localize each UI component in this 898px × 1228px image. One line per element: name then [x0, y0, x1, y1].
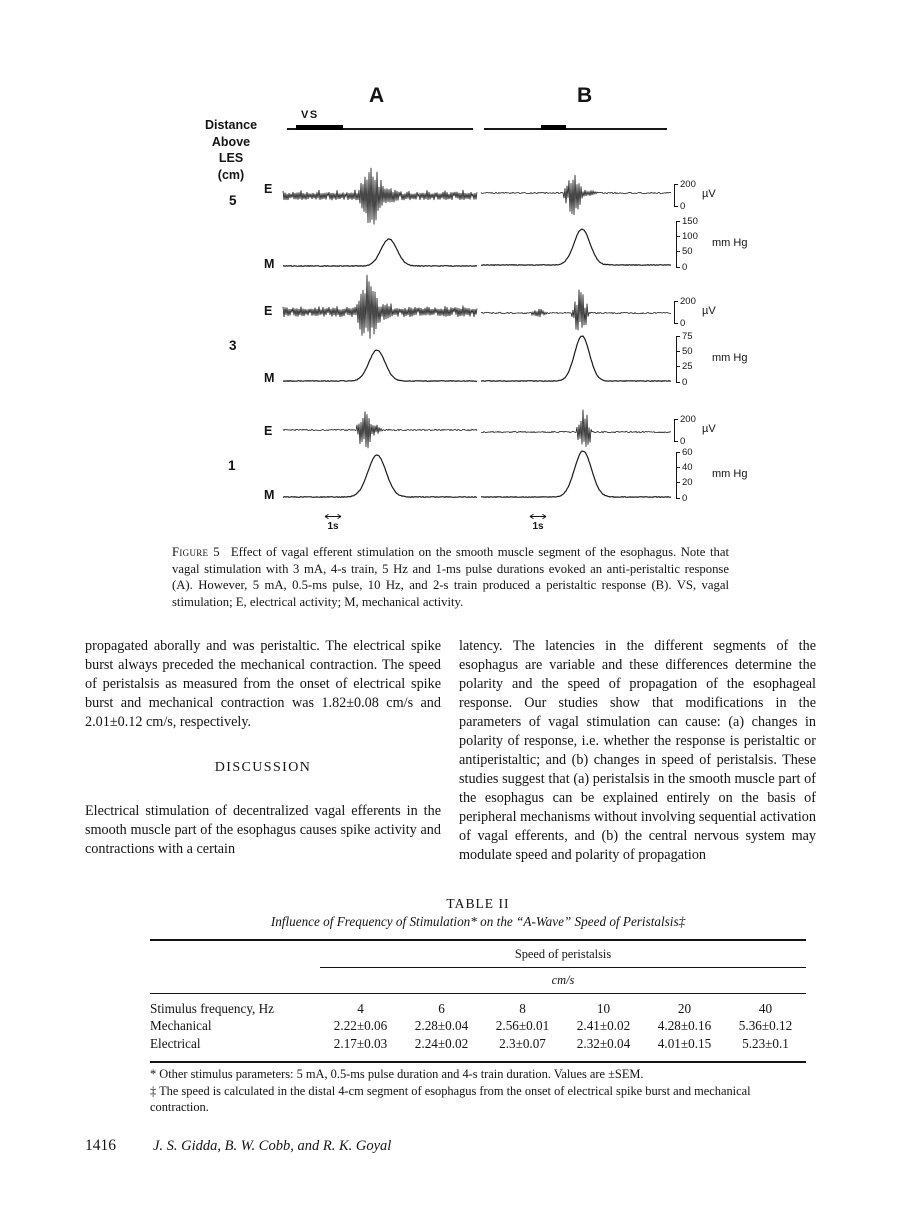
- table-cell: 2.28±0.04: [414, 1018, 469, 1033]
- scale-tick: [674, 419, 678, 420]
- scale-tick-label: 200: [680, 178, 696, 190]
- e-label-1cm: E: [264, 424, 273, 438]
- scale-unit-label: mm Hg: [712, 237, 748, 249]
- page-number: 1416: [85, 1137, 116, 1154]
- m-label-1cm: M: [264, 488, 275, 502]
- figure-caption: [172, 544, 729, 610]
- table-spanner: Speed of peristalsis: [514, 946, 612, 961]
- table-cell: 20: [677, 1000, 692, 1016]
- m-trace-a-3cm: [283, 330, 477, 388]
- footnote: ‡ The speed is calculated in the distal 4-cm segment of esophagus from the onset of electrical spike burst and mechanical contraction.: [150, 1083, 751, 1114]
- figure-caption-label: Figure 5: [172, 545, 220, 559]
- scale-unit-label: µV: [702, 305, 716, 317]
- scale-tick-label: 150: [682, 215, 698, 227]
- table-title: Influence of Frequency of Stimulation* on the “A-Wave” Speed of Peristalsis‡: [270, 914, 686, 929]
- scale-tick: [676, 498, 680, 499]
- m-trace-b-3cm: [481, 326, 671, 386]
- m-label-3cm: M: [264, 371, 275, 385]
- scale-tick-label: 0: [680, 435, 686, 447]
- distance-label-5cm: 5: [229, 193, 237, 208]
- double-arrow-icon: [529, 513, 547, 520]
- scale-tick: [674, 206, 678, 207]
- scale-tick-label: 0: [680, 317, 686, 329]
- table-label: TABLE II: [446, 896, 510, 911]
- table-spanner-group: [320, 941, 806, 968]
- discussion-heading: DISCUSSION: [214, 760, 312, 775]
- table-row: [150, 1000, 806, 1018]
- scale-tick-label: 0: [682, 261, 688, 273]
- m-label-5cm: M: [264, 257, 275, 271]
- table-cell: 6: [438, 1000, 445, 1016]
- table-cell: 2.17±0.03: [333, 1035, 388, 1051]
- m-trace-b-1cm: [481, 442, 671, 504]
- table-body: [150, 994, 806, 1062]
- table-row-stub: Mechanical: [150, 1018, 212, 1033]
- scale-bracket: [676, 336, 677, 382]
- scale-tick: [674, 301, 678, 302]
- scale-tick-label: 50: [682, 246, 693, 258]
- scale-tick: [676, 482, 680, 483]
- m-trace-a-5cm: [283, 214, 477, 272]
- figure-caption-text: Effect of vagal efferent stimulation on the smooth muscle segment of the esophagus. Note that vagal stimulation with 3 mA, 4-s train, 5 Hz and 1-ms pulse durations evoked an anti-peristaltic response (A). However, 5 mA, 0.5-ms pulse, 10 Hz, and 2-s train produced a peristaltic response (B). VS, vagal stimulation; E, electrical activity; M, mechanical activity.: [172, 545, 729, 609]
- distance-label-3cm: 3: [229, 338, 237, 353]
- table-row: [150, 1017, 806, 1035]
- figure-y-axis-label: [199, 117, 263, 183]
- scale-bracket: [674, 301, 675, 323]
- stimulus-bar-a: [296, 125, 343, 130]
- table-2: [150, 896, 806, 1063]
- scale-bracket: [674, 184, 675, 206]
- running-authors: J. S. Gidda, B. W. Cobb, and R. K. Goyal: [153, 1138, 392, 1154]
- scale-tick-label: 200: [680, 295, 696, 307]
- scale-tick-label: 50: [682, 345, 693, 357]
- scale-tick: [674, 441, 678, 442]
- scale-tick-label: 60: [682, 446, 693, 458]
- footnote: * Other stimulus parameters: 5 mA, 0.5-ms pulse duration and 4-s train duration. Values are ±SEM.: [150, 1067, 644, 1081]
- table-row-stub: Electrical: [150, 1035, 201, 1051]
- e-label-5cm: E: [264, 182, 273, 196]
- scale-tick-label: 100: [682, 230, 698, 242]
- column-b-header: B: [577, 84, 593, 107]
- table-cell: 5.36±0.12: [738, 1018, 793, 1033]
- table-cell: 2.41±0.02: [576, 1018, 631, 1033]
- paragraph: propagated aborally and was peristaltic. The electrical spike burst always preceded the mechanical contraction. The speed of peristalsis as measured from the onset of electrical spike burst and mechanical contraction was 1.82±0.08 cm/s and 2.01±0.12 cm/s, respectively.: [85, 638, 441, 730]
- scale-tick: [676, 351, 680, 352]
- table-footnotes: [150, 1066, 806, 1116]
- distance-label-1cm: 1: [228, 458, 236, 473]
- scale-unit-label: µV: [702, 188, 716, 200]
- stimulus-bar-b: [541, 125, 566, 130]
- scale-tick-label: 40: [682, 461, 693, 473]
- scale-tick: [676, 467, 680, 468]
- scale-tick-label: 75: [682, 330, 693, 342]
- scale-tick-label: 25: [682, 361, 693, 373]
- column-a-header: A: [369, 84, 385, 107]
- vs-label: VS: [301, 109, 319, 121]
- right-column: [459, 637, 816, 865]
- scale-tick: [676, 366, 680, 367]
- scale-tick: [674, 184, 678, 185]
- table-cell: 2.22±0.06: [333, 1018, 388, 1033]
- table-cell: 10: [596, 1000, 611, 1016]
- scale-tick-label: 0: [680, 200, 686, 212]
- table-row: [150, 1035, 806, 1053]
- table-cell: 2.24±0.02: [414, 1035, 469, 1051]
- scale-tick-label: 0: [682, 492, 688, 504]
- axis-label-line: (cm): [217, 167, 245, 182]
- scale-tick: [676, 382, 680, 383]
- scale-tick: [676, 221, 680, 222]
- scale-tick: [676, 251, 680, 252]
- scale-tick-label: 20: [682, 477, 693, 489]
- axis-label-line: LES: [218, 151, 244, 165]
- table-bottom-rule: [150, 1061, 806, 1063]
- time-scale-b: [529, 513, 547, 532]
- scale-tick: [674, 323, 678, 324]
- m-trace-a-1cm: [283, 444, 477, 504]
- scale-unit-label: mm Hg: [712, 468, 748, 480]
- scale-tick: [676, 267, 680, 268]
- paragraph: latency. The latencies in the different segments of the esophagus are variable and these differences determine the polarity and the speed of propagation of the esophageal response. Our studies show that modifications in the parameters of vagal stimulation can cause: (a) changes in polarity of response, i.e. whether the response is peristaltic or antiperistaltic; and (b) changes in speed of peristalsis. These studies suggest that (a) peristalsis in the smooth muscle part of the esophagus can be explained entirely on the basis of peripheral mechanisms without involving sequential activation of vagal efferents, and (b) the central nervous system may modulate speed and polarity of propagation: [459, 638, 816, 863]
- scale-tick: [676, 452, 680, 453]
- time-scale-label: 1s: [327, 521, 339, 532]
- paragraph: Electrical stimulation of decentralized vagal efferents in the smooth muscle part of the esophagus causes spike activity and contractions with a certain: [85, 803, 441, 857]
- scale-unit-label: mm Hg: [712, 352, 748, 364]
- scale-tick: [676, 236, 680, 237]
- table-cell: 2.56±0.01: [495, 1018, 550, 1033]
- table-cell: 2.3±0.07: [499, 1035, 546, 1051]
- axis-label-line: Above: [211, 134, 251, 149]
- table-cell: 40: [758, 1000, 773, 1016]
- e-label-3cm: E: [264, 304, 273, 318]
- table-cell: 2.32±0.04: [576, 1035, 631, 1051]
- double-arrow-icon: [324, 513, 342, 520]
- table-cell: 4: [357, 1000, 364, 1016]
- time-scale-a: [324, 513, 342, 532]
- left-column: [85, 637, 441, 859]
- time-scale-label: 1s: [532, 521, 544, 532]
- scale-bracket: [674, 419, 675, 441]
- table-cell: 5.23±0.1: [742, 1035, 789, 1051]
- scale-tick-label: 200: [680, 413, 696, 425]
- table-cell: 4.01±0.15: [657, 1035, 712, 1051]
- scale-unit-label: µV: [702, 423, 716, 435]
- table-units: cm/s: [551, 972, 575, 987]
- table-cell: 4.28±0.16: [657, 1018, 712, 1033]
- stimulus-line-b: [484, 128, 667, 130]
- scale-tick: [676, 336, 680, 337]
- table-row-stub: Stimulus frequency, Hz: [150, 1000, 275, 1016]
- scale-bracket: [676, 452, 677, 498]
- table-cell: 8: [519, 1000, 526, 1016]
- scale-bracket: [676, 221, 677, 267]
- scale-tick-label: 0: [682, 376, 688, 388]
- m-trace-b-5cm: [481, 212, 671, 270]
- axis-label-line: Distance: [204, 118, 258, 132]
